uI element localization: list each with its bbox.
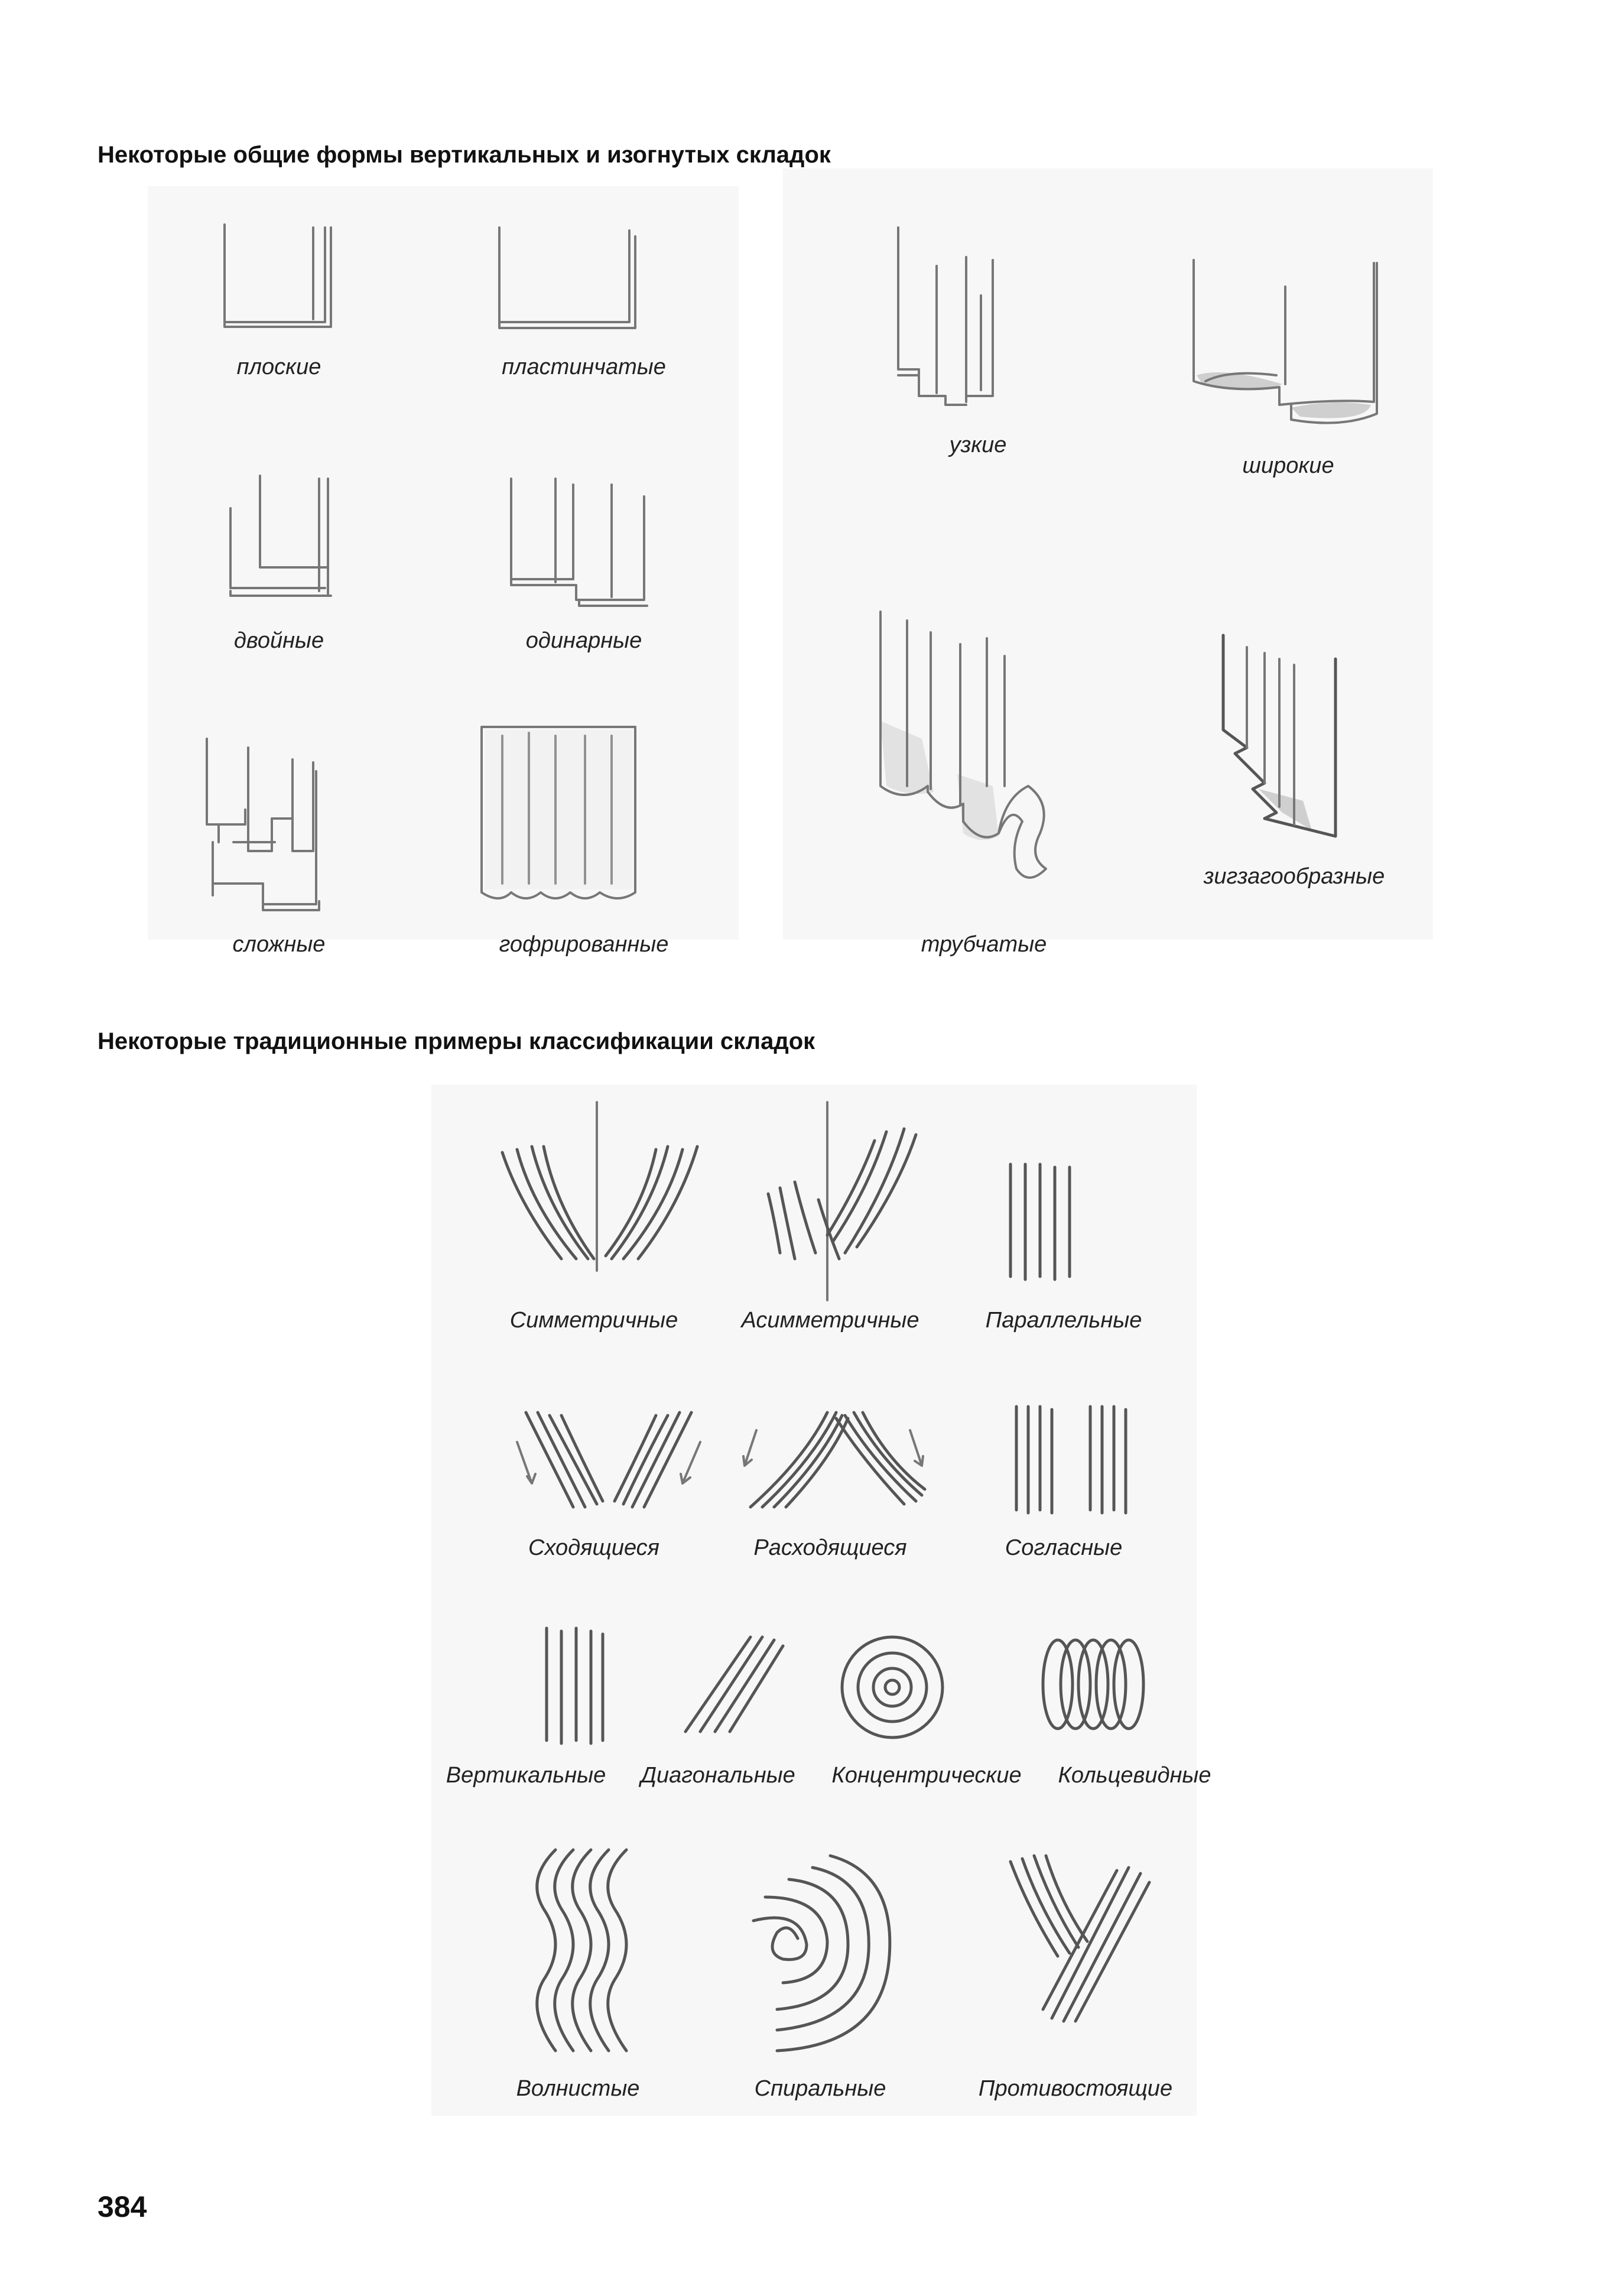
fold-label-zigzag: зигзагообразные bbox=[1203, 864, 1385, 889]
single-fold-illustration bbox=[505, 473, 653, 615]
page-number: 384 bbox=[98, 2190, 147, 2223]
fold-label-narrow: узкие bbox=[949, 433, 1007, 457]
zigzag-fold-illustration bbox=[1200, 629, 1347, 842]
fold-label-complex: сложные bbox=[232, 932, 326, 957]
section-heading-fold-classification: Некоторые традиционные примеры классификации складок bbox=[98, 1028, 815, 1054]
opposing-folds-illustration bbox=[1005, 1850, 1152, 2027]
classification-label-wavy: Волнистые bbox=[516, 2076, 640, 2101]
classification-label-converging: Сходящиеся bbox=[528, 1535, 659, 1560]
plate-fold-illustration bbox=[493, 225, 641, 337]
classification-label-diverging: Расходящиеся bbox=[753, 1535, 907, 1560]
classification-label-concordant: Согласные bbox=[1005, 1535, 1123, 1560]
flat-fold-illustration bbox=[219, 222, 337, 334]
ring-folds-illustration bbox=[1040, 1634, 1146, 1735]
fold-label-flat: плоские bbox=[236, 355, 321, 379]
classification-label-asymmetric: Асимметричные bbox=[741, 1308, 919, 1333]
parallel-folds-illustration bbox=[999, 1158, 1087, 1288]
classification-label-symmetric: Симметричные bbox=[509, 1308, 678, 1333]
classification-label-diagonal: Диагональные bbox=[641, 1763, 795, 1788]
fold-label-tubular: трубчатые bbox=[921, 932, 1047, 957]
classification-label-vertical: Вертикальные bbox=[446, 1763, 606, 1788]
classification-label-concentric: Концентрические bbox=[831, 1763, 1022, 1788]
concordant-folds-illustration bbox=[1005, 1401, 1140, 1519]
diverging-folds-illustration bbox=[739, 1407, 928, 1513]
fold-label-double: двойные bbox=[233, 628, 324, 653]
classification-label-parallel: Параллельные bbox=[985, 1308, 1142, 1333]
vertical-folds-illustration bbox=[535, 1622, 618, 1752]
converging-folds-illustration bbox=[514, 1407, 703, 1513]
tubular-fold-illustration bbox=[869, 609, 1064, 892]
double-fold-illustration bbox=[225, 473, 343, 603]
complex-fold-illustration bbox=[201, 736, 331, 919]
wavy-folds-illustration bbox=[520, 1844, 662, 2063]
wide-fold-illustration bbox=[1188, 257, 1389, 440]
fold-label-plate: пластинчатые bbox=[502, 355, 666, 379]
spiral-folds-illustration bbox=[742, 1844, 919, 2063]
concentric-folds-illustration bbox=[836, 1631, 948, 1743]
fold-label-wide: широкие bbox=[1242, 453, 1334, 478]
fold-label-single: одинарные bbox=[525, 628, 642, 653]
classification-label-spiral: Спиральные bbox=[754, 2076, 886, 2101]
narrow-fold-illustration bbox=[892, 225, 1010, 414]
symmetric-folds-illustration bbox=[496, 1099, 703, 1277]
section-heading-fold-forms: Некоторые общие формы вертикальных и изогнутых складок bbox=[98, 142, 831, 168]
fold-label-corrugated: гофрированные bbox=[499, 932, 669, 957]
classification-label-opposing: Противостоящие bbox=[978, 2076, 1173, 2101]
corrugated-fold-illustration bbox=[476, 724, 653, 907]
asymmetric-folds-illustration bbox=[762, 1099, 928, 1306]
classification-label-ring: Кольцевидные bbox=[1058, 1763, 1211, 1788]
diagonal-folds-illustration bbox=[680, 1631, 786, 1738]
